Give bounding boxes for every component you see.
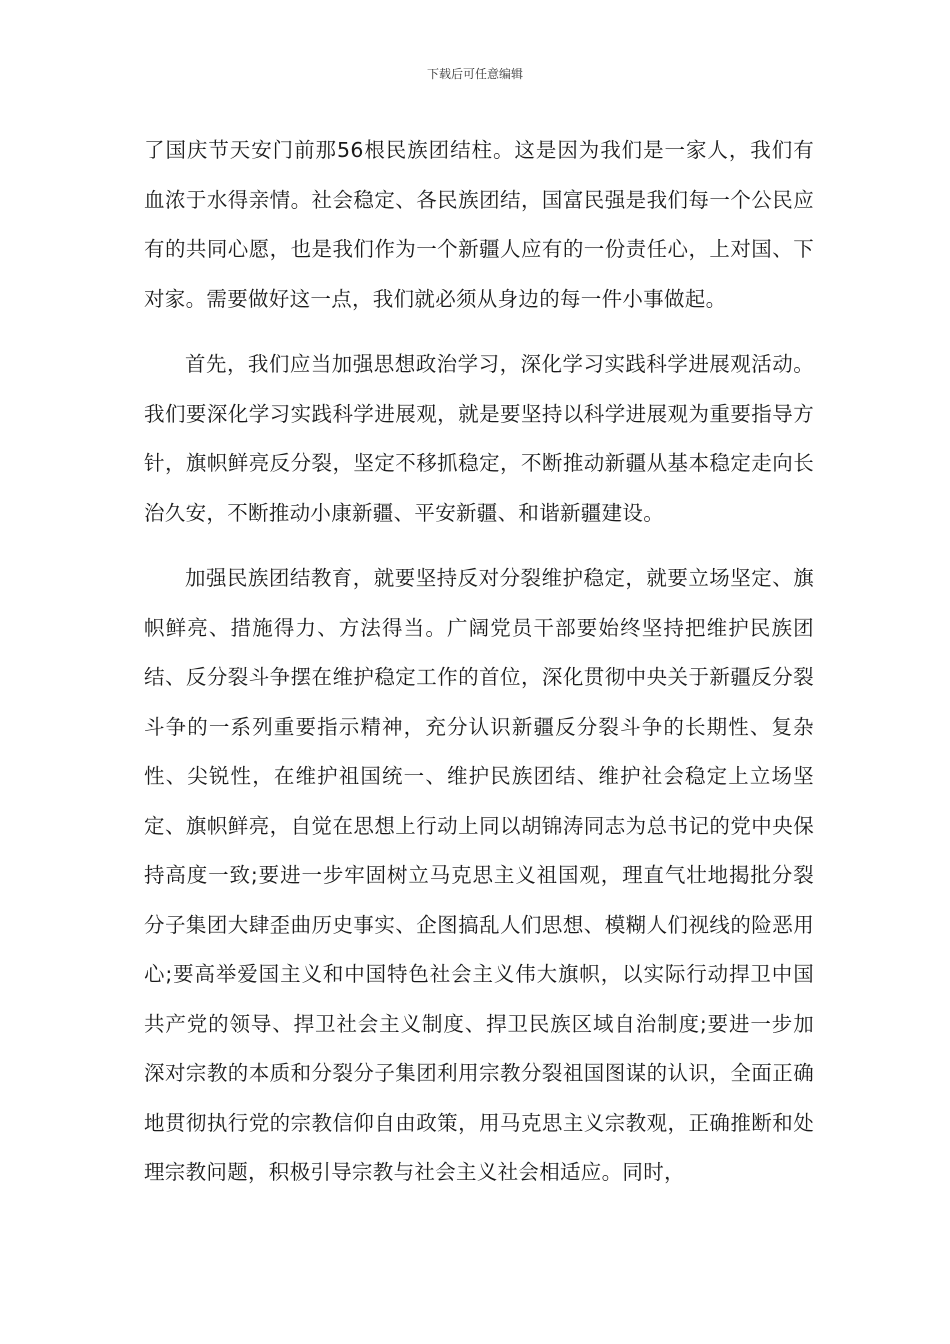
paragraph-continuation: 了国庆节天安门前那56根民族团结柱。这是因为我们是一家人，我们有血浓于水得亲情。社会稳定、各民族团结，国富民强是我们每一个公民应有的共同心愿，也是我们作为一个新疆人应有的一份责任心，上对国、下对家。需要做好这一点，我们就必须从身边的每一件小事做起。 (144, 138, 814, 311)
paragraph-study-scientific-development: 首先，我们应当加强思想政治学习，深化学习实践科学进展观活动。我们要深化学习实践科学进展观，就是要坚持以科学进展观为重要指导方针，旗帜鲜亮反分裂，坚定不移抓稳定，不断推动新疆从基本稳定走向长治久安，不断推动小康新疆、平安新疆、和谐新疆建设。 (144, 352, 814, 525)
paragraph-ethnic-unity-education: 加强民族团结教育，就要坚持反对分裂维护稳定，就要立场坚定、旗帜鲜亮、措施得力、方法得当。广阔党员干部要始终坚持把维护民族团结、反分裂斗争摆在维护稳定工作的首位，深化贯彻中央关于新疆反分裂斗争的一系列重要指示精神，充分认识新疆反分裂斗争的长期性、复杂性、尖锐性，在维护祖国统一、维护民族团结、维护社会稳定上立场坚定、旗帜鲜亮，自觉在思想上行动上同以胡锦涛同志为总书记的党中央保持高度一致;要进一步牢固树立马克思主义祖国观，理直气壮地揭批分裂分子集团大肆歪曲历史事实、企图搞乱人们思想、模糊人们视线的险恶用心;要高举爱国主义和中国特色社会主义伟大旗帜，以实际行动捍卫中国共产党的领导、捍卫社会主义制度、捍卫民族区域自治制度;要进一步加深对宗教的本质和分裂分子集团利用宗教分裂祖国图谋的认识，全面正确地贯彻执行党的宗教信仰自由政策，用马克思主义宗教观，正确推断和处理宗教问题，积极引导宗教与社会主义社会相适应。同时， (144, 566, 814, 1184)
page-header: 下载后可任意编辑 (426, 67, 523, 81)
document-body (144, 126, 814, 1198)
